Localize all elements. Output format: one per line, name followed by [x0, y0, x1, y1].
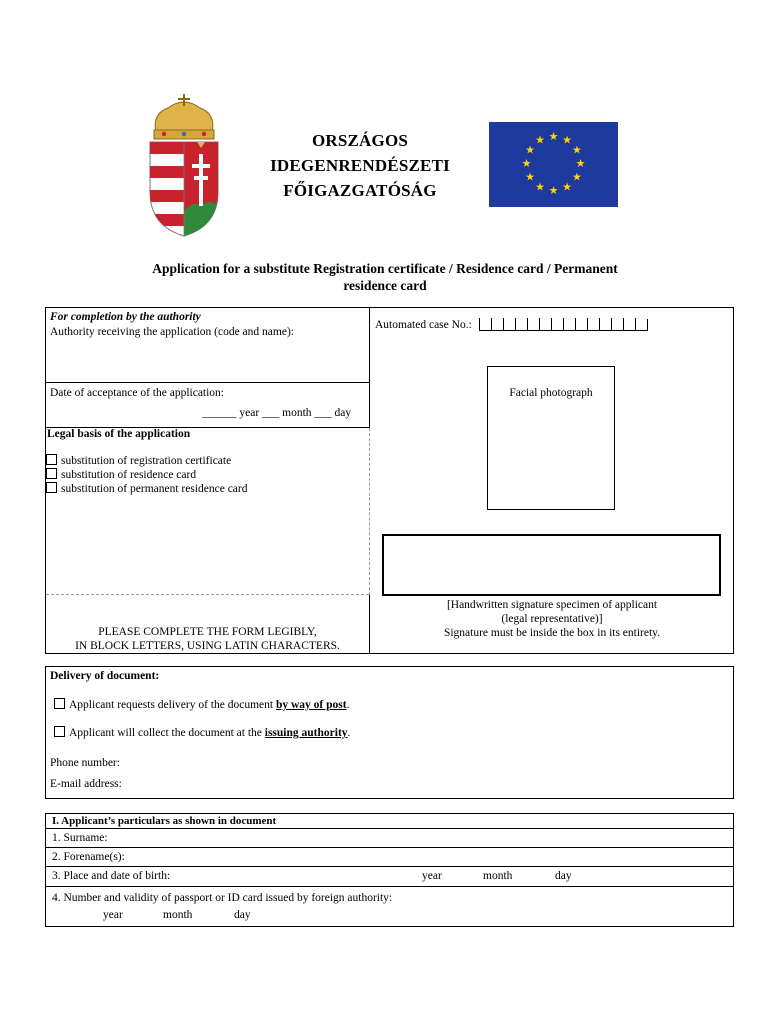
birth-year-label: year: [422, 870, 442, 882]
signature-caption-line1: [Handwritten signature specimen of applicant: [446, 599, 658, 611]
svg-text:★: ★: [562, 180, 572, 194]
delivery-option-post-emphasis: by way of post: [275, 699, 347, 711]
delivery-option-collect-text: Applicant will collect the document at the: [69, 727, 265, 739]
authority-heading: For completion by the authority: [50, 311, 201, 323]
surname-field[interactable]: 1. Surname:: [52, 832, 108, 844]
document-title-line1: Application for a substitute Registration certificate / Residence card / Permanent: [152, 261, 618, 276]
birth-day-label: day: [555, 870, 572, 882]
checkbox[interactable]: [54, 698, 65, 709]
signature-caption: [375, 598, 729, 640]
forenames-field[interactable]: 2. Forename(s):: [52, 851, 125, 863]
svg-text:★: ★: [562, 133, 572, 147]
facial-photograph-label: Facial photograph: [509, 387, 593, 399]
svg-text:★: ★: [525, 143, 536, 157]
passport-year-label: year: [103, 909, 123, 921]
passport-day-label: day: [234, 909, 251, 921]
svg-text:★: ★: [535, 180, 545, 194]
svg-text:★: ★: [548, 130, 559, 143]
agency-title-line1: ORSZÁGOS: [311, 131, 409, 150]
svg-text:★: ★: [571, 170, 582, 184]
checkbox[interactable]: [46, 482, 57, 493]
legal-basis-option-registration[interactable]: [46, 454, 231, 468]
legal-basis-option-label: substitution of registration certificate: [61, 455, 232, 467]
checkbox[interactable]: [46, 454, 57, 465]
signature-caption-line2: (legal representative)]: [501, 613, 603, 625]
legibility-notice: [46, 625, 369, 653]
svg-text:★: ★: [521, 157, 532, 170]
acceptance-date-value: ______ year ___ month ___ day: [202, 407, 352, 419]
particulars-heading: I. Applicant’s particulars as shown in document: [52, 815, 277, 827]
eu-flag-logo: [489, 122, 618, 207]
legal-basis-option-residence[interactable]: [46, 468, 196, 482]
agency-title-line3: FŐIGAZGATÓSÁG: [283, 181, 437, 200]
agency-title: [240, 128, 480, 203]
signature-box[interactable]: [382, 534, 721, 596]
legal-basis-option-permanent[interactable]: [46, 482, 248, 496]
passport-month-label: month: [163, 909, 193, 921]
legal-basis-heading: Legal basis of the application: [47, 428, 191, 440]
delivery-option-post[interactable]: [54, 698, 349, 712]
svg-text:★: ★: [571, 143, 582, 157]
delivery-heading: Delivery of document:: [50, 670, 160, 682]
notice-line2: IN BLOCK LETTERS, USING LATIN CHARACTERS.: [75, 640, 340, 652]
notice-line1: PLEASE COMPLETE THE FORM LEGIBLY,: [98, 626, 317, 638]
receiving-authority-label: Authority receiving the application (code and name):: [50, 326, 294, 338]
phone-number-field[interactable]: Phone number:: [50, 757, 120, 769]
delivery-option-post-text: Applicant requests delivery of the document: [69, 699, 276, 711]
place-date-birth-field[interactable]: 3. Place and date of birth:: [52, 870, 171, 882]
case-number-boxes[interactable]: [479, 318, 648, 335]
svg-text:★: ★: [525, 170, 536, 184]
case-number-label: Automated case No.:: [375, 319, 472, 331]
delivery-option-collect-suffix: .: [347, 727, 351, 739]
svg-text:★: ★: [548, 184, 559, 197]
passport-field[interactable]: 4. Number and validity of passport or ID card issued by foreign authority:: [52, 892, 393, 904]
coat-of-arms-logo: [142, 92, 226, 238]
delivery-option-collect[interactable]: [54, 726, 350, 740]
legal-basis-option-label: substitution of permanent residence card: [61, 483, 248, 495]
delivery-option-collect-emphasis: issuing authority: [264, 727, 348, 739]
acceptance-date-label: Date of acceptance of the application:: [50, 387, 225, 399]
agency-title-line2: IDEGENRENDÉSZETI: [270, 156, 450, 175]
document-title-line2: residence card: [343, 278, 427, 293]
svg-text:★: ★: [535, 133, 545, 147]
checkbox[interactable]: [46, 468, 57, 479]
svg-text:★: ★: [575, 157, 586, 170]
delivery-option-post-suffix: .: [346, 699, 350, 711]
birth-month-label: month: [483, 870, 513, 882]
checkbox[interactable]: [54, 726, 65, 737]
signature-caption-line3: Signature must be inside the box in its entirety.: [443, 627, 661, 639]
document-title: [90, 260, 680, 294]
legal-basis-option-label: substitution of residence card: [61, 469, 197, 481]
email-address-field[interactable]: E-mail address:: [50, 778, 122, 790]
case-number-field[interactable]: [375, 318, 648, 335]
